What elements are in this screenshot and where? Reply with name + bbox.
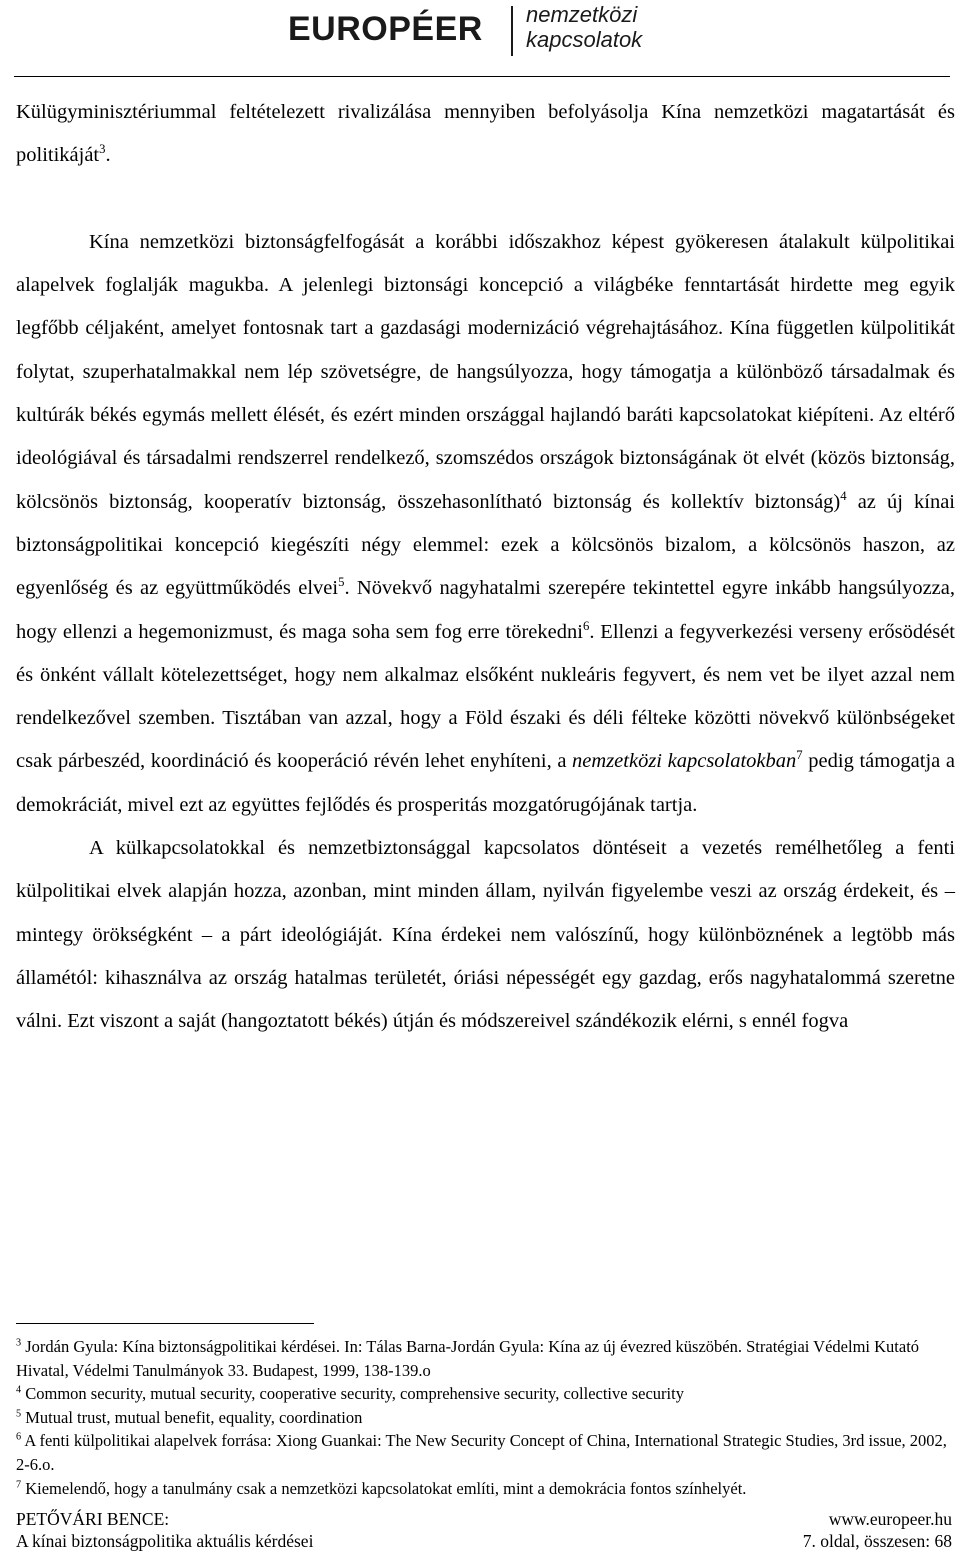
logo-europeer: EUROPÉER (288, 10, 483, 48)
footnote-4: $^4$ Common security, mutual security, cooperative security, comprehensive security, collective security (16, 1384, 684, 1404)
footnote-6: $^6$ A fenti külpolitikai alapelvek forrása: Xiong Guankai: The New Security Concept of China, International Strategic Studies, 3rd issue, 2002, 2-6.o. (16, 1431, 947, 1474)
footnote-ref-3[interactable]: 3 (99, 142, 106, 157)
footer-page-info: 7. oldal, összesen: 68 (802, 1531, 952, 1551)
footer-author: PETŐVÁRI BENCE: (16, 1509, 170, 1529)
footnote-ref-7[interactable]: 7 (796, 748, 803, 763)
logo-subtitle-line1: nemzetközi (526, 2, 638, 27)
page-header (0, 0, 960, 70)
footnotes (16, 1335, 952, 1500)
logo-subtitle (526, 2, 642, 52)
header-rule (14, 76, 950, 77)
logo-subtitle-line2: kapcsolatok (526, 27, 643, 52)
paragraph-1: Külügyminisztériummal feltételezett rivalizálása mennyiben befolyásolja Kína nemzetközi magatartását és politikáját$^3$. (16, 101, 955, 167)
paragraph-2: Kína nemzetközi biztonságfelfogását a korábbi időszakhoz képest gyökeresen átalakult külpolitikai alapelvek foglalják magukba. A jelenlegi biztonsági koncepció a világbéke fenntartását hirdette meg egyik legfőbb céljaként, amelyet fontosnak tart a gazdasági modernizáció végrehajtásához. Kína független külpolitikát folytat, szuperhatalmakkal nem lép szövetségre, de hangsúlyozza, hogy támogatja a különböző társadalmak és kultúrák békés egymás mellett élését, és ezért minden országgal hajlandó baráti kapcsolatokat kiépíteni. Az eltérő ideológiával és társadalmi rendszerrel rendelkező, szomszédos országok biztonságának öt elvét (közös biztonság, kölcsönös biztonság, kooperatív biztonság, összehasonlítható biztonság és kollektív biztonság)$^4$ az új kínai biztonságpolitikai koncepció kiegészíti négy elemmel: ezek a kölcsönös bizalom, a kölcsönös haszon, az egyenlőség és az együttműködés elvei$^5$. Növekvő nagyhatalmi szerepére tekintettel egyre inkább hangsúlyozza, hogy ellenzi a hegemonizmust, és maga soha sem fog erre törekedni$^6$. Ellenzi a fegyverkezési verseny erősödését és önként vállalt kötelezettséget, hogy nem alkalmaz elsőként nukleáris fegyvert, és nem vet be ilyet azzal nem rendelkezővel szemben. Tisztában van azzal, hogy a Föld északi és déli félteke közötti növekvő különbségeket csak párbeszéd, koordináció és kooperáció révén lehet enyhíteni, a nemzetközi kapcsolatokban$^7$ pedig támogatja a demokráciát, mivel ezt az együttes fejlődés és prosperitás mozgatórugójának tartja. (16, 230, 955, 816)
footer-title: A kínai biztonságpolitika aktuális kérdései (16, 1531, 314, 1551)
italic-emphasis: nemzetközi kapcsolatokban (572, 750, 797, 773)
footnote-7: $^7$ Kiemelendő, hogy a tanulmány csak a nemzetközi kapcsolatokat említi, mint a demokrácia fontos színhelyét. (16, 1478, 747, 1498)
footnote-5: $^5$ Mutual trust, mutual benefit, equality, coordination (16, 1407, 363, 1427)
footnote-3: $^3$ Jordán Gyula: Kína biztonságpolitikai kérdései. In: Tálas Barna-Jordán Gyula: Kína az új évezred küszöbén. Stratégiai Védelmi Kutató Hivatal, Védelmi Tanulmányok 33. Budapest, 1999, 138-139.o (16, 1337, 920, 1380)
footnote-ref-6[interactable]: 6 (582, 618, 590, 633)
footnote-ref-5[interactable]: 5 (338, 575, 345, 590)
main-text (16, 91, 955, 1044)
footer-website-link[interactable]: www.europeer.hu (828, 1509, 952, 1529)
footnote-separator (16, 1323, 314, 1324)
footer-row-2 (16, 1530, 952, 1552)
logo-divider (511, 6, 513, 56)
paragraph-3: A külkapcsolatokkal és nemzetbiztonsággal kapcsolatos döntéseit a vezetés remélhetőleg a fenti külpolitikai elvek alapján hozza, azonban, mint minden állam, nyilván figyelembe veszi az ország érdekeit, és – mintegy örökségként – a párt ideológiáját. Kína érdekei nem valószínű, hogy különböznének a legtöbb más államétól: kihasználva az ország hatalmas területét, óriási népességét egy gazdag, erős nagyhatalommá szeretne válni. Ezt viszont a saját (hangoztatott békés) útján és módszereivel szándékozik elérni, s ennél fogva (16, 837, 955, 1033)
footnote-ref-4[interactable]: 4 (840, 488, 847, 503)
footer-row-1 (16, 1508, 952, 1530)
page-footer (16, 1508, 952, 1552)
